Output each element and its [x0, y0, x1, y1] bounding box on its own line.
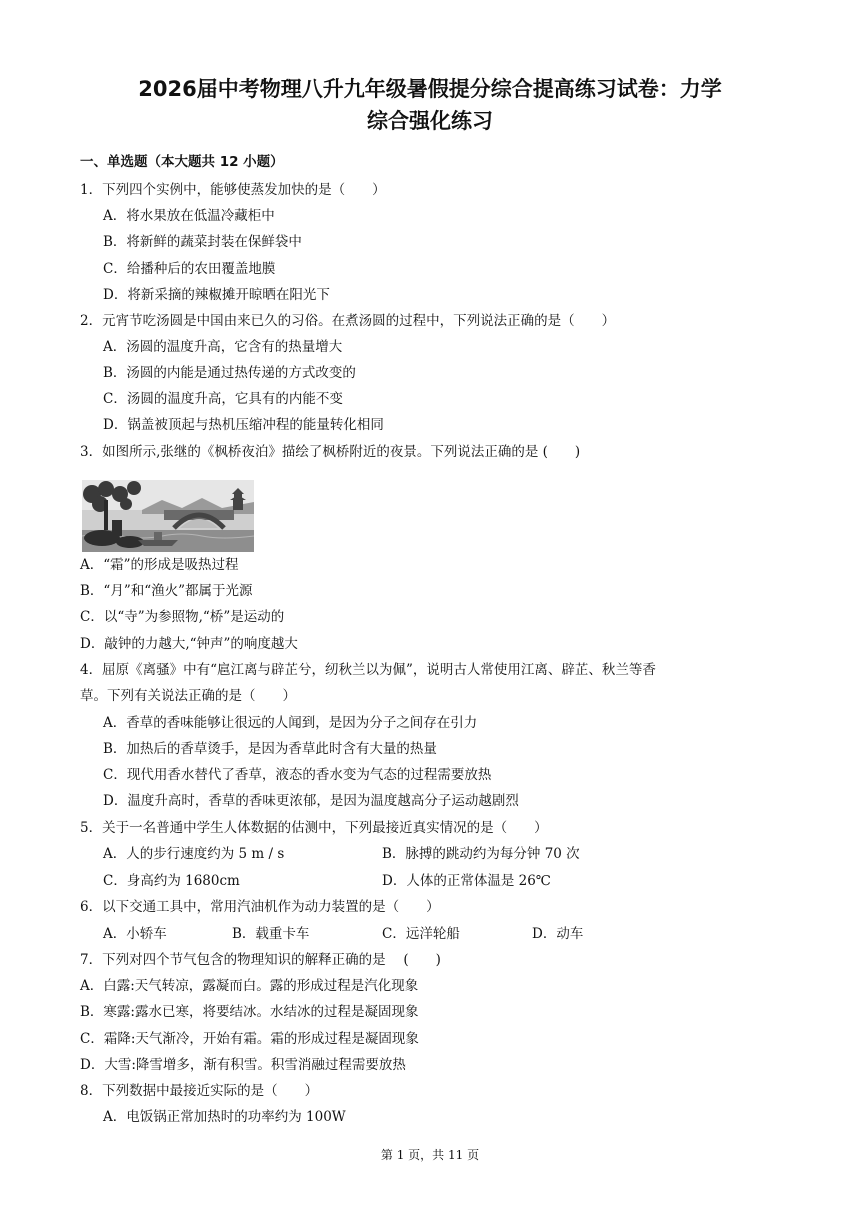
question-8-option-a: A．电饭锅正常加热时的功率约为 100W — [103, 1109, 346, 1125]
maple-bridge-night-illustration — [82, 480, 254, 552]
question-3-option-a: A．“霜”的形成是吸热过程 — [80, 557, 239, 573]
question-7-stem: 7．下列对四个节气包含的物理知识的解释正确的是 ( ) — [80, 952, 441, 968]
question-3-option-c: C．以“寺”为参照物,“桥”是运动的 — [80, 609, 285, 625]
question-4-option-c: C．现代用香水替代了香草，液态的香水变为气态的过程需要放热 — [103, 767, 492, 783]
question-1-option-a: A．将水果放在低温冷藏柜中 — [103, 208, 275, 224]
question-5-option-b: B．脉搏的跳动约为每分钟 70 次 — [382, 846, 580, 862]
question-4-option-d: D．温度升高时，香草的香味更浓郁，是因为温度越高分子运动越剧烈 — [103, 793, 519, 809]
question-3-stem: 3．如图所示,张继的《枫桥夜泊》描绘了枫桥附近的夜景。下列说法正确的是 ( ) — [80, 444, 581, 460]
question-4-stem-line-1: 4．屈原《离骚》中有“扈江离与辟芷兮，纫秋兰以为佩”，说明古人常使用江离、辟芷、秋兰等香 — [80, 662, 656, 678]
question-6-stem: 6．以下交通工具中，常用汽油机作为动力装置的是（ ） — [80, 899, 440, 915]
question-6-option-c: C．远洋轮船 — [382, 926, 460, 942]
question-3-option-b: B．“月”和“渔火”都属于光源 — [80, 583, 253, 599]
question-2-option-c: C．汤圆的温度升高，它具有的内能不变 — [103, 391, 343, 407]
question-5-stem: 5．关于一名普通中学生人体数据的估测中，下列最接近真实情况的是（ ） — [80, 820, 548, 836]
question-1-stem: 1．下列四个实例中，能够使蒸发加快的是（ ） — [80, 182, 386, 198]
question-5-option-c: C．身高约为 1680cm — [103, 873, 240, 889]
page-title-line-2: 综合强化练习 — [367, 109, 493, 133]
question-7-option-b: B．寒露:露水已寒，将要结冰。水结冰的过程是凝固现象 — [80, 1004, 419, 1020]
question-1-option-c: C．给播种后的农田覆盖地膜 — [103, 261, 276, 277]
question-8-stem: 8．下列数据中最接近实际的是（ ） — [80, 1083, 319, 1099]
question-5-option-d: D．人体的正常体温是 26℃ — [382, 873, 551, 889]
question-1-option-b: B．将新鲜的蔬菜封装在保鲜袋中 — [103, 234, 302, 250]
question-1-option-d: D．将新采摘的辣椒摊开晾晒在阳光下 — [103, 287, 330, 303]
question-2-option-d: D．锅盖被顶起与热机压缩冲程的能量转化相同 — [103, 417, 384, 433]
question-7-option-c: C．霜降:天气渐冷，开始有霜。霜的形成过程是凝固现象 — [80, 1031, 419, 1047]
question-2-option-a: A．汤圆的温度升高，它含有的热量增大 — [103, 339, 343, 355]
page-title-line-1: 2026届中考物理八升九年级暑假提分综合提高练习试卷：力学 — [138, 77, 722, 101]
question-6-option-d: D．动车 — [532, 926, 584, 942]
question-7-option-a: A．白露:天气转凉，露凝而白。露的形成过程是汽化现象 — [80, 978, 419, 994]
question-4-option-b: B．加热后的香草烫手，是因为香草此时含有大量的热量 — [103, 741, 437, 757]
question-6-option-b: B．载重卡车 — [232, 926, 310, 942]
section-heading: 一、单选题（本大题共 12 小题） — [80, 154, 284, 170]
question-2-option-b: B．汤圆的内能是通过热传递的方式改变的 — [103, 365, 356, 381]
question-5-option-a: A．人的步行速度约为 5 m / s — [103, 846, 285, 862]
question-4-stem-line-2: 草。下列有关说法正确的是（ ） — [80, 688, 296, 704]
question-6-option-a: A．小轿车 — [103, 926, 167, 942]
question-3-option-d: D．敲钟的力越大,“钟声”的响度越大 — [80, 636, 298, 652]
page-footer: 第 1 页，共 11 页 — [380, 1148, 480, 1162]
question-4-option-a: A．香草的香味能够让很远的人闻到，是因为分子之间存在引力 — [103, 715, 478, 731]
question-2-stem: 2．元宵节吃汤圆是中国由来已久的习俗。在煮汤圆的过程中，下列说法正确的是（ ） — [80, 313, 616, 329]
question-7-option-d: D．大雪:降雪增多，渐有积雪。积雪消融过程需要放热 — [80, 1057, 406, 1073]
